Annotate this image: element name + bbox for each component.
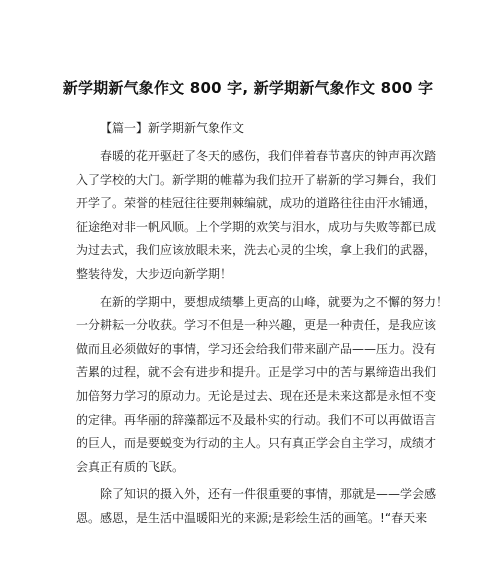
text-line: 加倍努力学习的原动力。无论是过去、现在还是未来这都是永恒不变 [76, 388, 437, 403]
text-line: 入了学校的大门。新学期的帷幕为我们拉开了崭新的学习舞台，我们 [76, 172, 437, 187]
section-heading: 【篇一】新学期新气象作文 [100, 121, 245, 135]
text-line: 会真正有质的飞跃。 [76, 459, 185, 474]
text-line: 的巨人，而是要蜕变为行动的主人。只有真正学会自主学习，成绩才 [76, 436, 437, 451]
text-line: 苦累的过程，就不会有进步和提升。正是学习中的苦与累缔造出我们 [76, 365, 437, 380]
text-line: 的定律。再华丽的辞藻都远不及最朴实的行动。我们不可以再做语言 [76, 412, 437, 427]
paragraph-2 [76, 291, 449, 480]
paragraph-1 [76, 145, 437, 287]
paragraph-3 [76, 483, 437, 530]
document-title: 新学期新气象作文 800 字, 新学期新气象作文 800 字 [62, 79, 434, 97]
text-line: 征途绝对非一帆风顺。上个学期的欢笑与泪水，成功与失败等都已成 [76, 219, 437, 234]
text-line: 开学了。荣誉的桂冠往往要荆棘编就，成功的道路往往由汗水铺通， [76, 196, 437, 211]
text-line: 除了知识的摄入外，还有一件很重要的事情，那就是——学会感 [100, 487, 437, 502]
text-line: 为过去式，我们应该放眼未来，洗去心灵的尘埃，拿上我们的武器， [76, 243, 437, 258]
text-line: 一分耕耘一分收获。学习不但是一种兴趣，更是一种责任，是我应该 [76, 318, 437, 333]
text-line: 春暖的花开驱赶了冬天的感伤，我们伴着春节喜庆的钟声再次踏 [100, 149, 437, 163]
text-line: 在新的学期中，要想成绩攀上更高的山峰，就要为之不懈的努力！ [100, 294, 449, 309]
text-line: 恩。感恩，是生活中温暖阳光的来源;是彩绘生活的画笔。!“春天来 [76, 510, 428, 525]
text-line: 整装待发，大步迈向新学期！ [76, 266, 233, 281]
essay-body [76, 145, 449, 535]
text-line: 做而且必须做好的事情，学习还会给我们带来副产品——压力。没有 [76, 341, 437, 356]
